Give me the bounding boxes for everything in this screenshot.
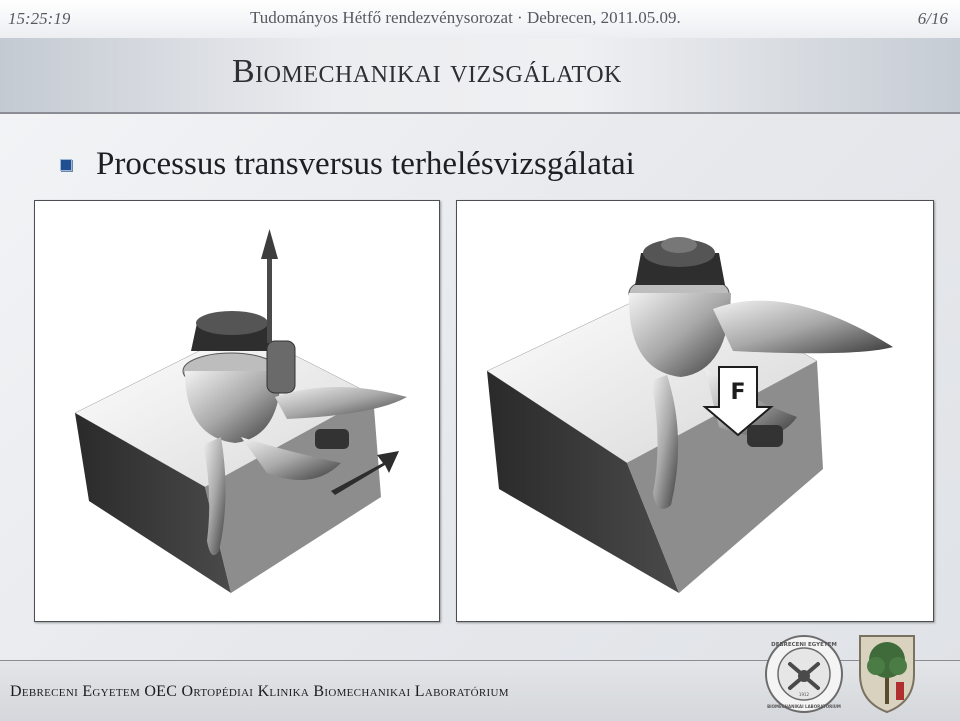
bullet-square-icon <box>60 159 72 171</box>
screw <box>267 341 295 393</box>
header-bar <box>0 0 960 39</box>
header-event: Tudományos Hétfő rendezvénysorozat · Debrecen, 2011.05.09. <box>250 8 681 27</box>
figure-left <box>34 200 440 622</box>
clamp <box>747 425 783 447</box>
force-arrow-shaft <box>267 257 272 343</box>
title-band <box>0 38 960 114</box>
slide-title: Biomechanikai vizsgálatok <box>232 53 622 90</box>
bullet-item <box>60 146 635 183</box>
force-label: F <box>730 380 746 405</box>
bullet-text: Processus transversus terhelésvizsgálatai <box>96 146 635 182</box>
page-number: 6/16 <box>917 9 948 28</box>
seal-year: 1912 <box>798 692 810 697</box>
footer-lab-name: Debreceni Egyetem OEC Ortopédiai Klinika Biomechanikai Laboratórium <box>10 683 509 700</box>
force-arrow-head <box>261 229 278 259</box>
fixture-cap-top <box>196 311 268 335</box>
seal-bottom-text: BIOMECHANIKAI LABORATÓRIUM <box>767 704 841 709</box>
figure-right <box>456 200 934 622</box>
vertebra-pullout-render <box>35 201 439 621</box>
transverse-process <box>713 301 893 354</box>
transverse-process <box>275 387 407 419</box>
university-seal-logo <box>764 634 844 714</box>
fixture-knob <box>661 237 697 253</box>
vertebra-compression-render <box>457 201 933 621</box>
header-time: 15:25:19 <box>8 9 71 28</box>
clamp <box>315 429 349 449</box>
seal-top-text: DEBRECENI EGYETEM <box>771 642 837 648</box>
crest-tree-logo <box>856 630 918 714</box>
